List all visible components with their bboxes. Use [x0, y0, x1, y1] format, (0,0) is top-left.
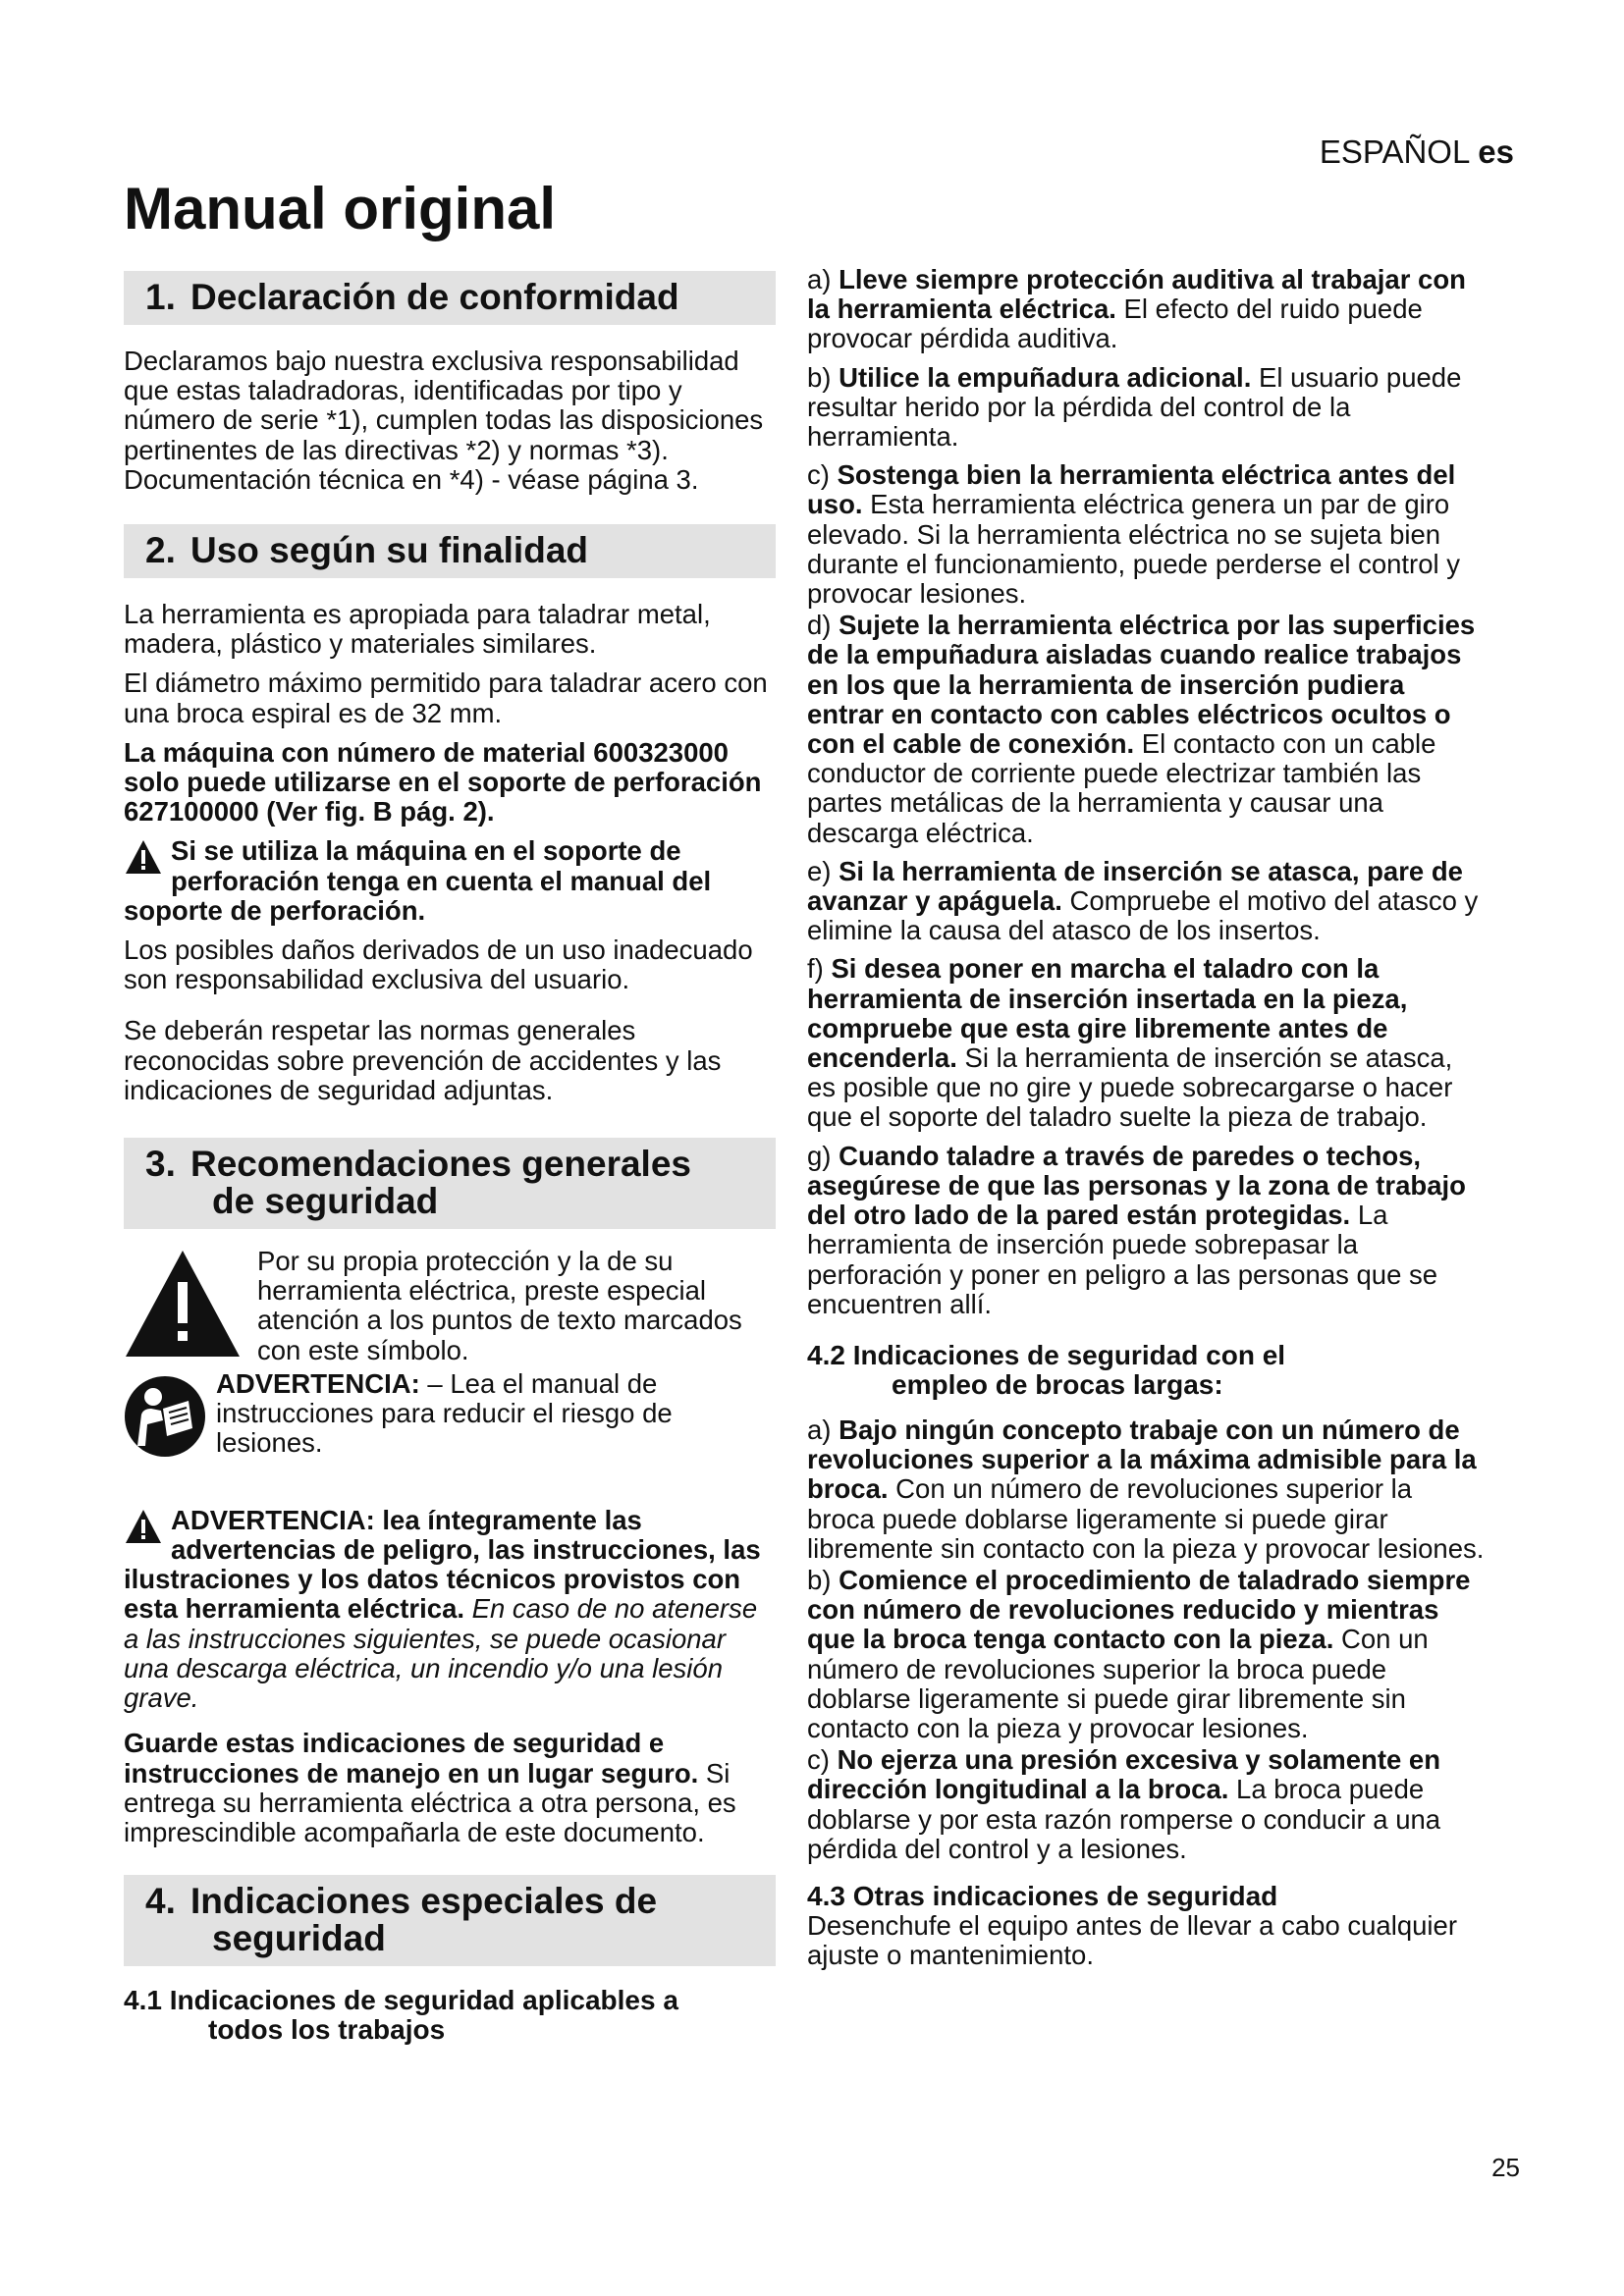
item-text: Con un número de revoluciones superior la broca puede doblarse ligeramente si puede girar libremente sin contacto con la pieza y provocar lesiones.	[807, 1624, 1429, 1743]
section-number: 1.	[145, 277, 176, 317]
item-bold-text: Sostenga bien la herramienta eléctrica antes del uso.	[807, 459, 1456, 520]
subsection-number: 4.1	[124, 1985, 162, 2016]
page-number: 25	[1491, 2153, 1520, 2182]
language-label	[1320, 133, 1514, 171]
item-bold-text: Comience el procedimiento de taladrado siempre con número de revoluciones reducido y mientras que la broca tenga contacto con la pieza.	[807, 1564, 1471, 1655]
item-label: b)	[807, 1564, 832, 1595]
section-1-heading	[124, 271, 776, 325]
subsection-4-3-text: Desenchufe el equipo antes de llevar a cabo cualquier ajuste o mantenimiento.	[807, 1909, 1457, 1971]
item-label: f)	[807, 953, 824, 985]
right-column	[807, 265, 1485, 1970]
item-label: c)	[807, 1744, 830, 1776]
item-text: Si la herramienta de inserción se atasca, es posible que no gire y puede sobrecargarse o hacer que el soporte del taladro suelte la pieza de trabajo.	[807, 1042, 1453, 1133]
read-manual-icon	[124, 1375, 206, 1463]
safety-items-4-1	[807, 265, 1485, 1319]
list-item	[807, 1566, 1485, 1743]
warning-triangle-icon	[124, 838, 163, 881]
subsection-title: Indicaciones de seguridad aplicables a	[169, 1985, 678, 2016]
warning-triangle-icon	[124, 1249, 242, 1363]
warning-bold-text: ADVERTENCIA: lea íntegramente las advertencias de peligro, las instrucciones, las ilustraciones y los datos técnicos provistos con esta herramienta eléctrica.	[124, 1504, 761, 1625]
item-bold-text: Lleve siempre protección auditiva al trabajar con la herramienta eléctrica.	[807, 264, 1466, 325]
item-bold-text: Si desea poner en marcha el taladro con la herramienta de inserción insertada en la pieza, compruebe que esta gire libremente antes de encenderla.	[807, 953, 1408, 1074]
subsection-4-3-heading: 4.3 Otras indicaciones de seguridad	[807, 1880, 1278, 1911]
section-title-continued: de seguridad	[212, 1181, 439, 1222]
subsection-title-continued: empleo de brocas largas:	[892, 1368, 1223, 1400]
item-text: Compruebe el motivo del atasco y elimine la causa del atasco de los insertos.	[807, 885, 1479, 946]
item-bold-text: No ejerza una presión excesiva y solamente en dirección longitudinal a la broca.	[807, 1744, 1441, 1805]
read-manual-text	[216, 1369, 776, 1459]
item-text: La broca puede doblarse y por esta razón romperse o conducir a una pérdida del control y a lesiones.	[807, 1774, 1441, 1864]
item-text: El contacto con un cable conductor de corriente puede electrizar también las partes metálicas de la herramienta y causar una descarga eléctrica.	[807, 728, 1436, 848]
use-paragraph-4: Los posibles daños derivados de un uso inadecuado son responsabilidad exclusiva del usuario.	[124, 934, 753, 995]
list-item	[807, 1415, 1485, 1564]
section-4-heading	[124, 1875, 776, 1966]
read-manual-note	[124, 1369, 776, 1463]
subsection-4-1-heading	[124, 1986, 776, 2045]
list-item	[807, 460, 1485, 609]
item-label: g)	[807, 1140, 832, 1171]
use-paragraph-2: El diámetro máximo permitido para taladrar acero con una broca espiral es de 32 mm.	[124, 667, 768, 728]
declaration-text: Declaramos bajo nuestra exclusiva responsabilidad que estas taladradoras, identificadas por tipo y número de serie *1), cumplen todas las disposiciones pertinentes de las directivas *2) y normas *3). Documentación técnica en *4) - véase página 3.	[124, 346, 764, 495]
item-text: La herramienta de inserción puede sobrepasar la perforación y poner en peligro a las personas que se encuentren allí.	[807, 1200, 1438, 1319]
section-title: Uso según su finalidad	[190, 530, 588, 571]
subsection-4-2-heading	[807, 1341, 1485, 1400]
subsection-title-continued: todos los trabajos	[208, 2014, 446, 2046]
manual-instruction: – Lea el manual de instrucciones para reducir el riesgo de lesiones.	[216, 1367, 673, 1459]
subsection-number: 4.2	[807, 1339, 845, 1370]
item-text: El efecto del ruido puede provocar pérdida auditiva.	[807, 294, 1423, 354]
item-label: e)	[807, 855, 832, 886]
item-label: b)	[807, 361, 832, 393]
keep-instructions	[124, 1729, 776, 1847]
section-title-continued: seguridad	[212, 1918, 386, 1959]
language-name: ESPAÑOL	[1319, 133, 1470, 170]
item-label: c)	[807, 459, 830, 491]
list-item	[807, 1142, 1485, 1319]
section-number: 3.	[145, 1144, 176, 1185]
list-item	[807, 857, 1485, 946]
warning-label: ADVERTENCIA:	[216, 1367, 420, 1399]
list-item	[807, 1745, 1485, 1864]
section-title: Indicaciones especiales de	[190, 1881, 658, 1922]
page-title: Manual original	[124, 176, 557, 241]
section-3-heading	[124, 1138, 776, 1229]
item-label: a)	[807, 264, 832, 294]
section-title: Declaración de conformidad	[190, 277, 679, 317]
item-bold-text: Si la herramienta de inserción se atasca, pare de avanzar y apáguela.	[807, 855, 1463, 917]
warning-italic-text: En caso de no atenerse a las instrucciones siguientes, se puede ocasionar una descarga eléctrica, un incendio y/o una lesión grave.	[124, 1593, 758, 1714]
item-bold-text: Sujete la herramienta eléctrica por las superficies de la empuñadura aisladas cuando realice trabajos en los que la herramienta de inserción pudiera entrar en contacto con cables eléctricos ocultos o con el cable de conexión.	[807, 610, 1476, 760]
symbol-note-text: Por su propia protección y la de su herramienta eléctrica, preste especial atención a los puntos de texto marcados con este símbolo.	[257, 1246, 742, 1365]
use-paragraph-1: La herramienta es apropiada para taladrar metal, madera, plástico y materiales similares.	[124, 599, 711, 660]
section-2-heading	[124, 524, 776, 578]
list-item	[807, 363, 1485, 453]
list-item	[807, 611, 1485, 848]
use-paragraph-3: La máquina con número de material 600323000 solo puede utilizarse en el soporte de perforación 627100000 (Ver fig. B pág. 2).	[124, 736, 762, 828]
section-title: Recomendaciones generales	[190, 1144, 691, 1185]
warning-text: Si se utiliza la máquina en el soporte de perforación tenga en cuenta el manual del soporte de perforación.	[124, 835, 712, 926]
item-label: a)	[807, 1414, 832, 1445]
keep-bold-text: Guarde estas indicaciones de seguridad e instrucciones de manejo en un lugar seguro.	[124, 1728, 699, 1789]
symbol-note	[124, 1246, 776, 1365]
list-item	[807, 954, 1485, 1132]
general-warning	[124, 1506, 776, 1713]
safety-items-4-2	[807, 1415, 1485, 1864]
item-text: Con un número de revoluciones superior la broca puede doblarse ligeramente si puede girar libremente sin contacto con la pieza y provocar lesiones.	[807, 1473, 1485, 1564]
use-paragraph-5: Se deberán respetar las normas generales reconocidas sobre prevención de accidentes y las indicaciones de seguridad adjuntas.	[124, 1015, 722, 1105]
list-item	[807, 265, 1485, 354]
item-text: Esta herramienta eléctrica genera un par de giro elevado. Si la herramienta eléctrica no se sujeta bien durante el funcionamiento, puede perderse el control y provocar lesiones.	[807, 489, 1461, 610]
drill-stand-warning	[124, 836, 776, 926]
left-column	[124, 271, 776, 2045]
warning-triangle-icon	[124, 1508, 163, 1551]
section-number: 4.	[145, 1881, 176, 1922]
keep-text: Si entrega su herramienta eléctrica a otra persona, es imprescindible acompañarla de este documento.	[124, 1757, 736, 1847]
section-number: 2.	[145, 530, 176, 571]
item-label: d)	[807, 610, 832, 641]
item-text: El usuario puede resultar herido por la pérdida del control de la herramienta.	[807, 361, 1462, 453]
item-bold-text: Cuando taladre a través de paredes o techos, asegúrese de que las personas y la zona de trabajo del otro lado de la pared están protegidas.	[807, 1140, 1466, 1231]
language-code: es	[1478, 133, 1514, 170]
subsection-title: Indicaciones de seguridad con el	[852, 1339, 1286, 1370]
item-bold-text: Bajo ningún concepto trabaje con un número de revoluciones superior a la máxima admisible para la broca.	[807, 1414, 1477, 1505]
item-bold-text: Utilice la empuñadura adicional.	[839, 361, 1252, 393]
